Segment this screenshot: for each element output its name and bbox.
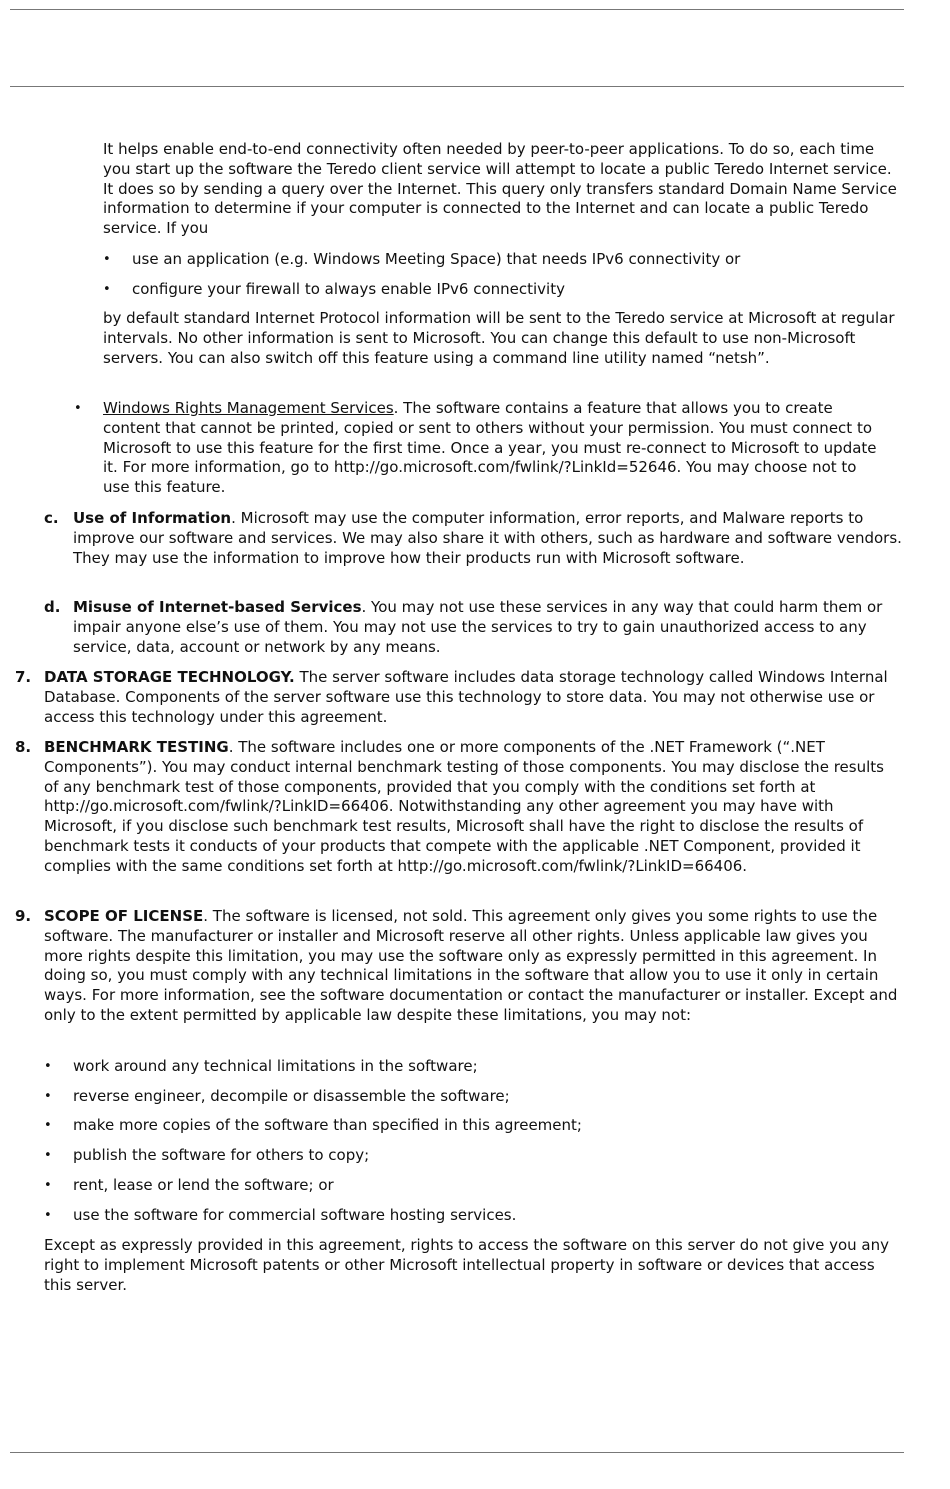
section-9: SCOPE OF LICENSE. The software is licensed, not sold. This agreement only gives you some rights to use the software. The manufacturer or installer and Microsoft reserve all other rights. Unless applicable law gives you more rights despite this limitation, you may use the software only as expressly permitted in this agreement. In doing so, you must comply with any technical limitations in the software that allow you to use it only in certain ways. For more information, see the software documentation or contact the manufacturer or installer. Except and only to the extent permitted by applicable law despite these limitations, you may not: bbox=[44, 907, 898, 1024]
rights-management-link[interactable]: Windows Rights Management Services bbox=[103, 399, 394, 417]
item-c-label: c. bbox=[44, 509, 59, 527]
teredo-outro: by default standard Internet Protocol information will be sent to the Teredo service at Microsoft at regular intervals. No other information is sent to Microsoft. You can change this default to use non-Microsoft servers. You can also switch off this feature using a command line utility named “netsh”. bbox=[103, 309, 895, 367]
bullet-glyph: • bbox=[44, 1059, 52, 1074]
bullet-glyph: • bbox=[44, 1118, 52, 1133]
item-c: Use of Information. Microsoft may use the computer information, error reports, and Malware reports to improve our software and services. We may also share it with others, such as hardware and software vendors. They may use the information to improve how their products run with Microsoft software. bbox=[73, 509, 902, 567]
section-8-number: 8. bbox=[15, 738, 32, 756]
section-7-heading: DATA STORAGE TECHNOLOGY. bbox=[44, 668, 295, 686]
item-d-heading: Misuse of Internet-based Services bbox=[73, 598, 362, 616]
section-8: BENCHMARK TESTING. The software includes one or more components of the .NET Framework (“.NET Components”). You may conduct internal benchmark testing of those components. You may disclose the results of any benchmark test of those components, provided that you comply with the conditions set forth at http://go.microsoft.com/fwlink/?LinkID=66406. Notwithstanding any other agreement you may have with Microsoft, if you disclose such benchmark test results, Microsoft shall have the right to disclose the results of benchmark tests it conducts of your products that compete with the applicable .NET Component, provided it complies with the same conditions set forth at http://go.microsoft.com/fwlink/?LinkID=66406. bbox=[44, 738, 884, 875]
bullet-glyph: • bbox=[44, 1148, 52, 1163]
bullet-glyph: • bbox=[44, 1208, 52, 1223]
section-9-heading: SCOPE OF LICENSE bbox=[44, 907, 204, 925]
bullet-glyph: • bbox=[103, 252, 111, 267]
section-9-number: 9. bbox=[15, 907, 32, 925]
section-7: DATA STORAGE TECHNOLOGY. The server software includes data storage technology called Windows Internal Database. Components of the server software use this technology to store data. You may not otherwise use or access this technology under this agreement. bbox=[44, 668, 888, 726]
bullet-glyph: • bbox=[44, 1178, 52, 1193]
section-8-heading: BENCHMARK TESTING bbox=[44, 738, 229, 756]
bullet-glyph: • bbox=[103, 282, 111, 297]
item-d: Misuse of Internet-based Services. You may not use these services in any way that could harm them or impair anyone else’s use of them. You may not use the services to try to gain unauthorized access to any service, data, account or network by any means. bbox=[73, 598, 883, 656]
bullet-glyph: • bbox=[44, 1089, 52, 1104]
footer-rule bbox=[10, 1452, 904, 1453]
section-7-number: 7. bbox=[15, 668, 32, 686]
header-rule-top bbox=[10, 9, 904, 10]
header-rule-bottom bbox=[10, 86, 904, 87]
section-9-closing: Except as expressly provided in this agreement, rights to access the software on this server do not give you any right to implement Microsoft patents or other Microsoft intellectual property in software or devices that access this server. bbox=[44, 1236, 890, 1294]
bullet-glyph: • bbox=[74, 401, 82, 416]
item-d-label: d. bbox=[44, 598, 61, 616]
rights-management-item: Windows Rights Management Services. The software contains a feature that allows you to create content that cannot be printed, copied or sent to others without your permission. You must connect to Microsoft to use this feature for the first time. Once a year, you must re-connect to Microsoft to update it. For more information, go to http://go.microsoft.com/fwlink/?LinkId=52646. You may choose not to use this feature. bbox=[103, 399, 877, 497]
item-c-heading: Use of Information bbox=[73, 509, 232, 527]
teredo-intro: It helps enable end-to-end connectivity often needed by peer-to-peer applications. To do so, each time you start up the software the Teredo client service will attempt to locate a public Teredo Internet service. It does so by sending a query over the Internet. This query only transfers standard Domain Name Service information to determine if your computer is connected to the Internet and can locate a public Teredo service. If you bbox=[103, 140, 897, 238]
